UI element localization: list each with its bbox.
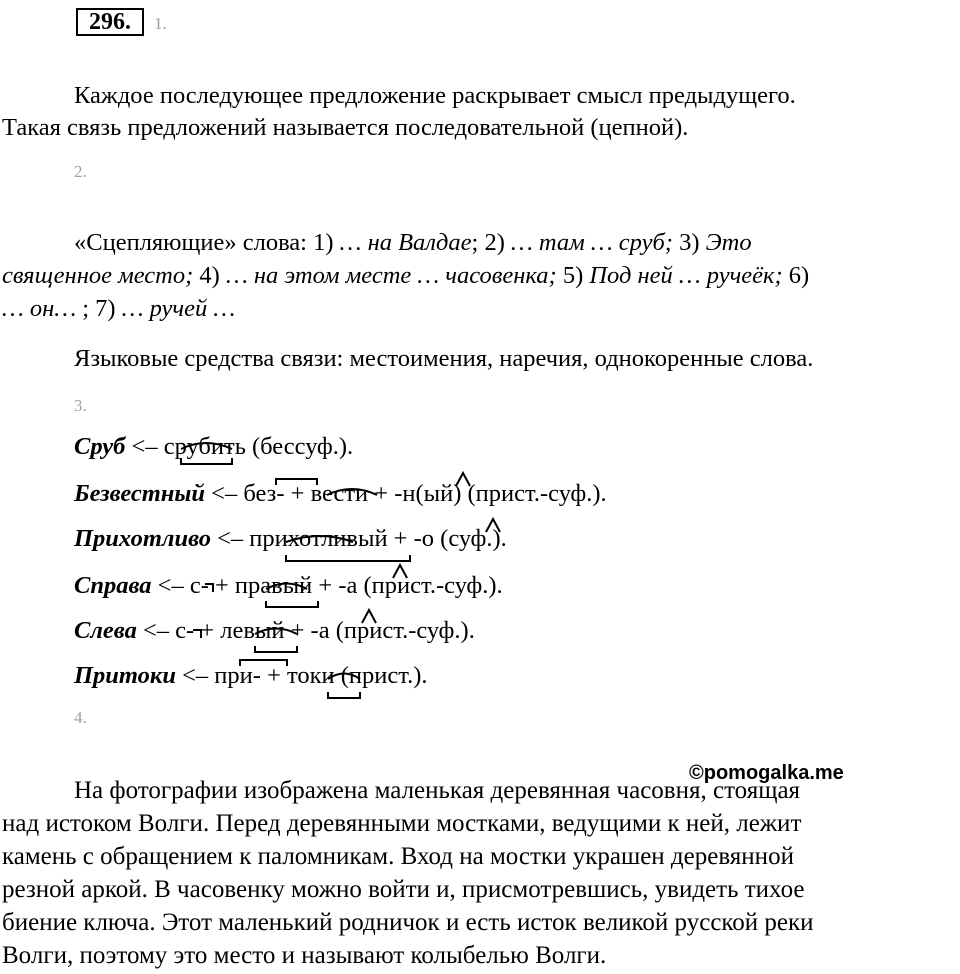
p2-quote: священное место; xyxy=(2,262,194,289)
p2-text: 3) xyxy=(672,229,706,256)
morpheme-analysis: <– срубить (бессуф.). xyxy=(125,433,354,460)
p2-line-3 xyxy=(2,293,235,325)
task-number-box xyxy=(76,8,144,36)
part-number-3: 3. xyxy=(74,396,87,415)
morpheme-analysis: <– без- + вести + -н(ый) (прист.-суф.). xyxy=(205,480,607,507)
p2-quote: … он… xyxy=(2,295,83,322)
p2-quote: … там … сруб; xyxy=(510,229,673,256)
p2-quote: Это xyxy=(705,229,752,256)
morpheme-row xyxy=(74,478,607,510)
p1-line-1: Каждое последующее предложение раскрывает смысл предыдущего. xyxy=(74,82,796,109)
p2-text: 5) xyxy=(556,262,590,289)
morpheme-row xyxy=(74,660,428,692)
part-number-4: 4. xyxy=(74,708,87,727)
p4-line-5: биение ключа. Этот маленький родничок и есть исток великой русской реки xyxy=(2,909,814,936)
watermark: ©pomogalka.me xyxy=(689,762,844,784)
p2-quote: … ручей … xyxy=(121,295,236,322)
p2-means: Языковые средства связи: местоимения, наречия, однокоренные слова. xyxy=(74,345,814,372)
p4-line-6: Волги, поэтому это место и называют колыбелью Волги. xyxy=(2,942,607,969)
part-number-2: 2. xyxy=(74,162,87,181)
p2-text: «Сцепляющие» слова: 1) xyxy=(74,229,340,256)
p2-text: ; 7) xyxy=(82,295,122,322)
morpheme-analysis: <– при- + токи (прист.). xyxy=(175,662,428,689)
stem-bracket xyxy=(286,555,410,561)
p4-line-3: камень с обращением к паломникам. Вход на мостки украшен деревянной xyxy=(2,843,794,870)
morpheme-word: Притоки xyxy=(74,662,176,689)
morpheme-row xyxy=(74,570,503,602)
task-number: 296. xyxy=(89,9,131,35)
p2-line-1 xyxy=(74,227,752,259)
morpheme-row xyxy=(74,431,353,463)
p2-line-2 xyxy=(2,260,809,292)
p2-quote: Под ней … ручеёк; xyxy=(589,262,783,289)
morpheme-row xyxy=(74,523,507,555)
part-number-1: 1. xyxy=(154,14,167,33)
stem-bracket xyxy=(328,692,360,698)
p2-text: 4) xyxy=(193,262,226,289)
morpheme-analysis: <– прихотливый + -о (суф.). xyxy=(210,525,507,552)
morpheme-word: Слева xyxy=(74,617,137,644)
p2-text: ; 2) xyxy=(471,229,511,256)
p4-line-2: над истоком Волги. Перед деревянными мостками, ведущими к ней, лежит xyxy=(2,810,802,837)
p4-line-4: резной аркой. В часовенку можно войти и, присмотревшись, увидеть тихое xyxy=(2,876,805,903)
p2-quote: … на этом месте … часовенка; xyxy=(225,262,557,289)
morpheme-analysis: <– с- + правый + -а (прист.-суф.). xyxy=(151,572,503,599)
p2-quote: … на Валдае xyxy=(339,229,472,256)
morpheme-row xyxy=(74,615,475,647)
p4-line-1: На фотографии изображена маленькая деревянная часовня, стоящая xyxy=(74,777,801,804)
morpheme-analysis: <– с- + левый + -а (прист.-суф.). xyxy=(136,617,475,644)
p2-text: 6) xyxy=(782,262,810,289)
morpheme-word: Прихотливо xyxy=(74,525,211,552)
p1-line-2: Такая связь предложений называется последовательной (цепной). xyxy=(2,114,689,141)
morpheme-word: Справа xyxy=(74,572,152,599)
morpheme-word: Сруб xyxy=(74,433,126,460)
morpheme-word: Безвестный xyxy=(74,480,206,507)
